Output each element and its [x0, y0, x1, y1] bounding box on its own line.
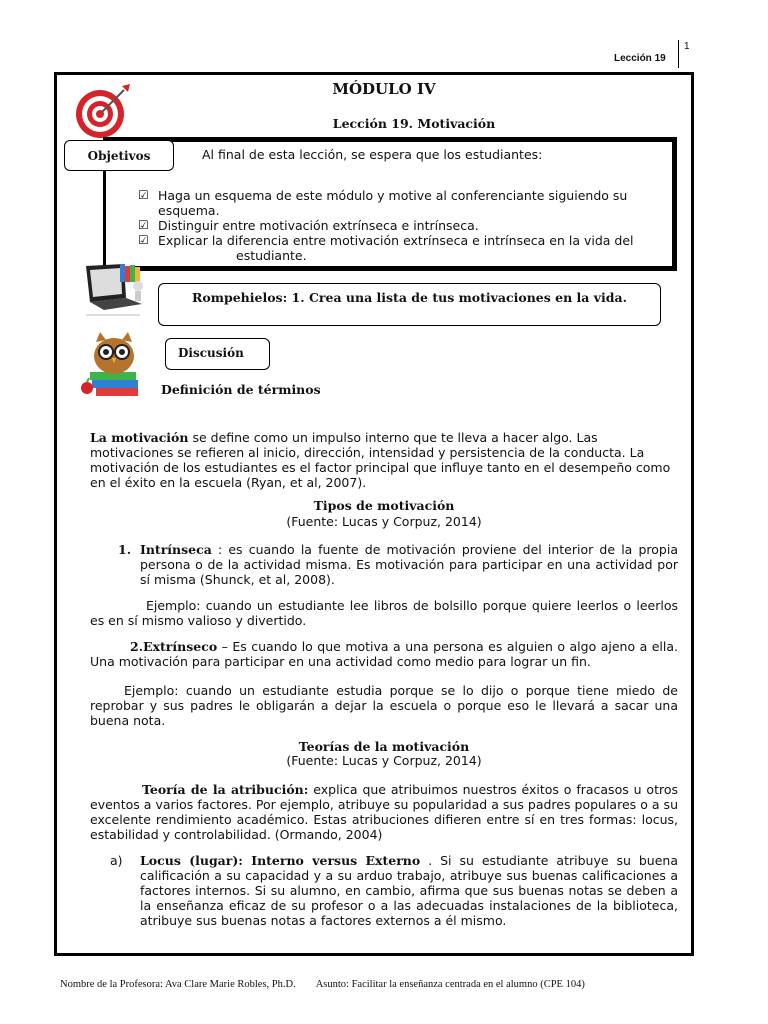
header-divider	[678, 40, 679, 68]
page-number: 1	[684, 41, 690, 52]
intrinsic-example: Ejemplo: cuando un estudiante lee libros de bolsillo porque quiere leerlos o leerlos es en sí mismo valioso y divertido.	[90, 598, 678, 628]
intrinsic-item	[118, 542, 678, 587]
locus-label: a)	[110, 853, 123, 868]
intrinsic-text: : es cuando la fuente de motivación proviene del interior de la propia persona o de la actividad misma. Es motivación para participar en una actividad por sí misma (Shunck, et al, 2008).	[140, 542, 678, 587]
theories-title: Teorías de la motivación	[298, 739, 470, 754]
footer-subject: Asunto: Facilitar la enseñanza centrada en el alumno (CPE 104)	[315, 979, 585, 990]
objective-item	[138, 188, 670, 218]
objective-text: Explicar la diferencia entre motivación extrínseca e intrínseca en la vida del	[158, 233, 634, 248]
objective-text: Haga un esquema de este módulo y motive al conferenciante siguiendo su	[158, 188, 628, 203]
locus-item	[110, 853, 678, 928]
owl-books-icon	[78, 330, 150, 400]
laptop-books-icon	[80, 258, 156, 318]
page-footer	[60, 979, 720, 990]
term-motivation: La motivación	[90, 430, 189, 445]
discussion-label: Discusión	[165, 338, 270, 370]
objectives-intro: Al final de esta lección, se espera que los estudiantes:	[202, 147, 543, 162]
theories-source: (Fuente: Lucas y Corpuz, 2014)	[286, 753, 482, 768]
objective-text: Distinguir entre motivación extrínseca e intrínseca.	[158, 218, 479, 233]
extrinsic-term: 2.Extrínseco	[130, 639, 218, 654]
locus-text: . Si su estudiante atribuye su buena calificación a su capacidad y a su arduo trabajo, atribuye sus buenas calificaciones a factores internos. Si su alumno, en cambio, afirma que sus buenas notas se deben a la enseñanza eficaz de su profesor o a las adecuadas instalaciones de la biblioteca, atribuye sus buenas notas a factores externos a él mismo.	[140, 853, 679, 928]
intro-paragraph	[90, 430, 680, 490]
objective-text-cont: estudiante.	[236, 248, 307, 263]
intrinsic-term: Intrínseca	[140, 542, 212, 557]
objective-item	[138, 233, 670, 263]
checkbox-icon: ☑	[138, 233, 149, 247]
types-source: (Fuente: Lucas y Corpuz, 2014)	[286, 514, 482, 529]
attribution-paragraph	[90, 782, 678, 842]
footer-professor: Nombre de la Profesora: Ava Clare Marie Robles, Ph.D.	[60, 979, 296, 990]
intro-text: se define como un impulso interno que te lleva a hacer algo. Las motivaciones se refieren al inicio, dirección, intensidad y persistencia de la conducta. La motivación de los estudiantes es el factor principal que influye tanto en el desempeño como en el éxito en la escuela (Ryan, et al, 2007).	[90, 430, 671, 490]
extrinsic-text: – Es cuando lo que motiva a una persona es alguien o algo ajeno a ella. Una motivación para participar en una actividad como medio para lograr un fin.	[90, 639, 678, 669]
checkbox-icon: ☑	[138, 188, 149, 202]
header-lesson-tag: Lección 19	[614, 53, 666, 64]
objectives-list	[138, 188, 670, 263]
intrinsic-number: 1.	[118, 542, 132, 557]
objective-item	[138, 218, 670, 233]
extrinsic-example: Ejemplo: cuando un estudiante estudia porque se lo dijo o porque tiene miedo de reprobar y sus padres le obligarán a dejar la escuela o porque eso le llevará a sacar una buena nota.	[90, 683, 678, 728]
types-title: Tipos de motivación	[313, 498, 455, 513]
objective-text-cont: esquema.	[158, 203, 220, 218]
target-icon	[72, 82, 134, 140]
lesson-title: Lección 19. Motivación	[332, 116, 496, 131]
objectives-label: Objetivos	[64, 140, 174, 171]
extrinsic-item	[90, 639, 678, 669]
attribution-term: Teoría de la atribución:	[142, 782, 309, 797]
locus-term: Locus (lugar): Interno versus Externo	[140, 853, 421, 868]
module-title: MÓDULO IV	[332, 80, 436, 98]
checkbox-icon: ☑	[138, 218, 149, 232]
definitions-heading: Definición de términos	[161, 382, 321, 397]
attribution-text: explica que atribuimos nuestros éxitos o fracasos u otros eventos a varios factores. Por ejemplo, atribuye su popularidad a sus padres populares o a su excelente rendimiento académico. Estas atribuciones difieren entre sí en tres formas: locus, estabilidad y controlabilidad. (Ormando, 2004)	[90, 782, 679, 842]
icebreaker-box: Rompehielos: 1. Crea una lista de tus motivaciones en la vida.	[158, 283, 661, 326]
